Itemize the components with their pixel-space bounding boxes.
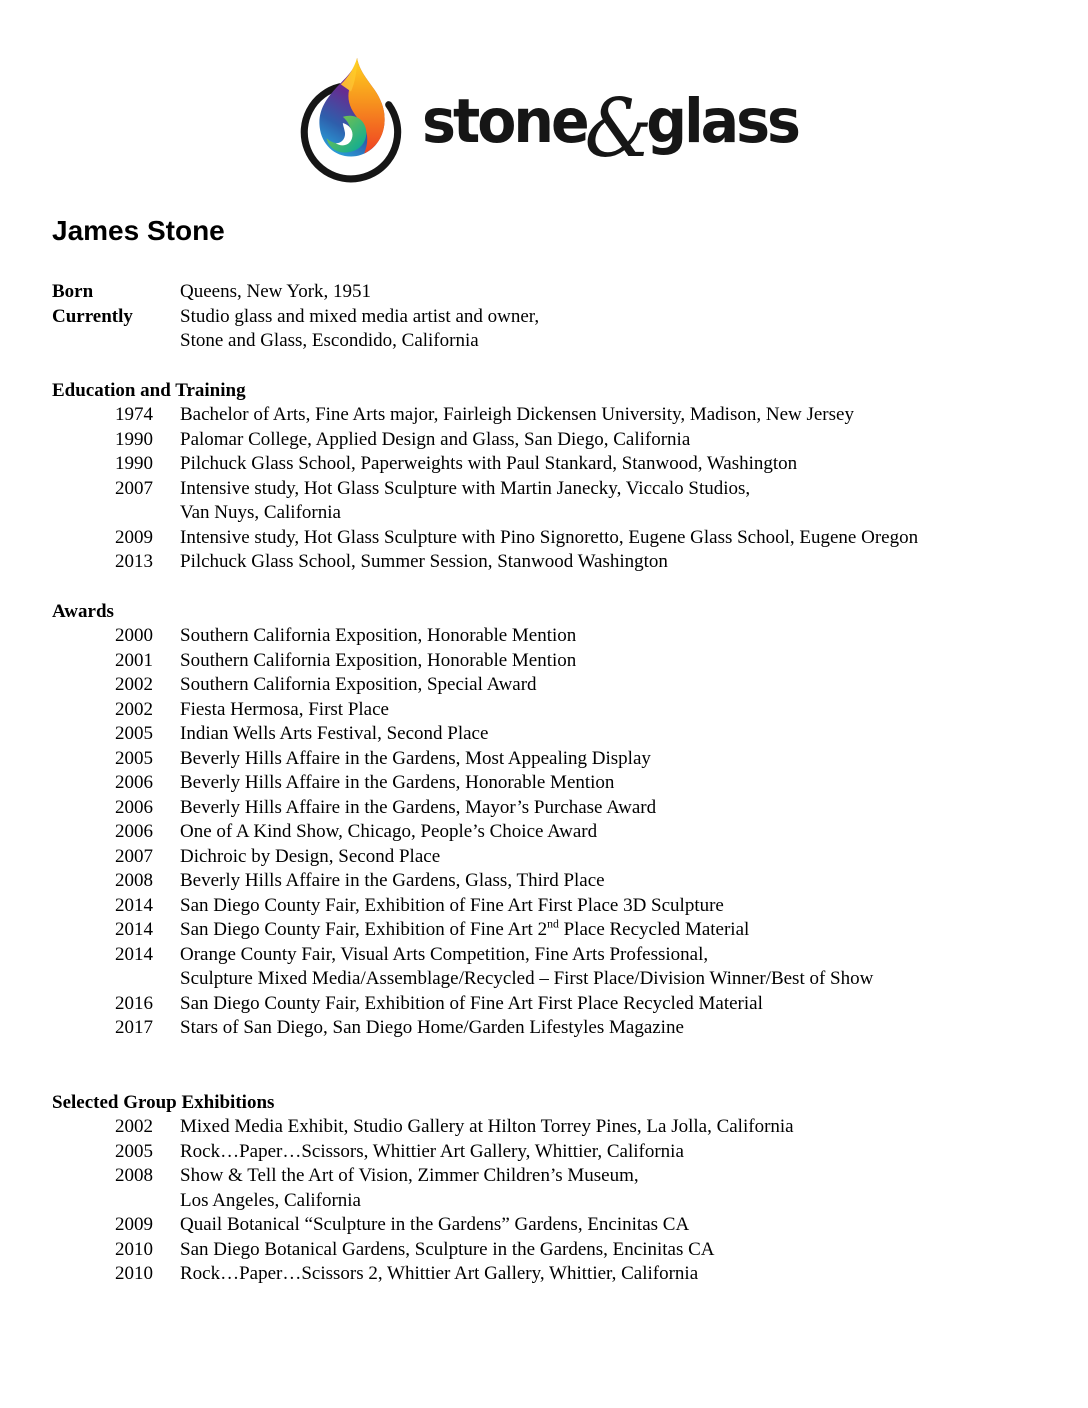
entry-text: Intensive study, Hot Glass Sculpture with Martin Janecky, Viccalo Studios, [180, 477, 751, 499]
entry-text [180, 918, 1048, 943]
entry-text: Rock…Paper…Scissors, Whittier Art Gallery, Whittier, California [180, 1140, 684, 1162]
entry-text: One of A Kind Show, Chicago, People’s Choice Award [180, 821, 598, 842]
section [52, 379, 1048, 575]
entry-text: Beverly Hills Affaire in the Gardens, Honorable Mention [180, 772, 615, 793]
text-segment: Place Recycled Material [558, 919, 750, 940]
entry-text: Stars of San Diego, San Diego Home/Garden Lifestyles Magazine [180, 1017, 684, 1038]
entry-year: 2014 [115, 919, 153, 940]
entry-row [52, 894, 1048, 919]
entry-row [52, 477, 1048, 502]
entry-text: Palomar College, Applied Design and Glass, San Diego, California [180, 428, 691, 450]
logo [0, 0, 1088, 190]
profile-label: Born [52, 281, 94, 302]
brand-first: stone [422, 87, 587, 158]
entry-year: 2000 [115, 625, 153, 646]
entry-text: Fiesta Hermosa, First Place [180, 698, 389, 720]
section [52, 600, 1048, 1041]
entry-year: 2006 [115, 821, 153, 842]
entry-text: San Diego Botanical Gardens, Sculpture in the Gardens, Encinitas CA [180, 1238, 715, 1260]
resume-content [0, 216, 1088, 1287]
entry-text: Mixed Media Exhibit, Studio Gallery at Hilton Torrey Pines, La Jolla, California [180, 1116, 794, 1137]
entry-text: San Diego County Fair, Exhibition of Fine Art First Place 3D Sculpture [180, 894, 724, 916]
entry-year: 2005 [115, 723, 153, 744]
entry-text: San Diego County Fair, Exhibition of Fine Art First Place Recycled Material [180, 992, 763, 1014]
entry-row [52, 918, 1048, 943]
entry-year: 1974 [115, 404, 153, 425]
entry-year: 1990 [115, 428, 153, 450]
entry-row [52, 845, 1048, 870]
entry-text: Beverly Hills Affaire in the Gardens, Glass, Third Place [180, 870, 605, 891]
entry-row [52, 452, 1048, 477]
entry-text: Beverly Hills Affaire in the Gardens, Most Appealing Display [180, 747, 651, 769]
section [52, 1091, 1048, 1287]
entry-year: 2007 [115, 477, 153, 499]
entry-row [52, 869, 1048, 894]
entry-year: 2002 [115, 1116, 153, 1137]
entry-text: Beverly Hills Affaire in the Gardens, Mayor’s Purchase Award [180, 796, 657, 818]
page-title: James Stone [52, 215, 225, 246]
entry-year: 2016 [115, 992, 153, 1014]
entry-year: 2002 [115, 674, 153, 695]
entry-row [52, 1115, 1048, 1140]
entry-year: 2008 [115, 870, 153, 891]
brand-second: glass [646, 87, 798, 158]
entry-year [115, 1189, 180, 1214]
entry-row [52, 967, 1048, 992]
entry-row [52, 1189, 1048, 1214]
entry-row [52, 649, 1048, 674]
entry-row [52, 698, 1048, 723]
entry-text: Orange County Fair, Visual Arts Competition, Fine Arts Professional, [180, 943, 709, 965]
profile-row-currently [52, 305, 1048, 330]
entry-row [52, 403, 1048, 428]
entry-year [115, 501, 180, 526]
entry-row [52, 1164, 1048, 1189]
profile-value: Stone and Glass, Escondido, California [180, 330, 479, 351]
entry-row [52, 1213, 1048, 1238]
entry-row [52, 526, 1048, 551]
entry-year: 2017 [115, 1017, 153, 1038]
entry-year: 1990 [115, 453, 153, 474]
entry-row [52, 992, 1048, 1017]
entry-row [52, 673, 1048, 698]
entry-row [52, 796, 1048, 821]
entry-text: Pilchuck Glass School, Paperweights with Paul Stankard, Stanwood, Washington [180, 453, 798, 474]
entry-year: 2013 [115, 551, 153, 572]
profile-row-born [52, 280, 1048, 305]
entry-row [52, 501, 1048, 526]
entry-year: 2006 [115, 796, 153, 818]
entry-text: Rock…Paper…Scissors 2, Whittier Art Gallery, Whittier, California [180, 1263, 699, 1284]
entry-year: 2010 [115, 1263, 153, 1284]
profile-value: Studio glass and mixed media artist and owner, [180, 305, 540, 327]
entry-text: Southern California Exposition, Honorable Mention [180, 625, 577, 646]
entry-text: Quail Botanical “Sculpture in the Gardens” Gardens, Encinitas CA [180, 1214, 690, 1235]
entry-row [52, 1016, 1048, 1041]
entry-text: Pilchuck Glass School, Summer Session, Stanwood Washington [180, 551, 668, 572]
entry-year: 2014 [115, 943, 153, 965]
entry-year: 2006 [115, 772, 153, 793]
profile-value: Queens, New York, 1951 [180, 281, 372, 302]
entry-text: Dichroic by Design, Second Place [180, 845, 441, 867]
entry-row [52, 624, 1048, 649]
entry-text: Southern California Exposition, Special Award [180, 674, 537, 695]
entry-row [52, 1238, 1048, 1263]
entry-row [52, 722, 1048, 747]
entry-text: Van Nuys, California [180, 502, 341, 523]
entry-text: Southern California Exposition, Honorable Mention [180, 649, 577, 671]
text-segment: San Diego County Fair, Exhibition of Fine Art 2 [180, 919, 548, 940]
entry-year: 2009 [115, 1214, 153, 1235]
superscript-text: nd [547, 917, 559, 931]
entry-text: Show & Tell the Art of Vision, Zimmer Children’s Museum, [180, 1165, 639, 1186]
entry-text: Los Angeles, California [180, 1189, 361, 1211]
section-heading: Awards [52, 600, 114, 622]
entry-row [52, 550, 1048, 575]
entry-row [52, 1262, 1048, 1287]
profile-label: Currently [52, 305, 133, 327]
flame-in-circle-icon [290, 56, 416, 190]
entry-year: 2014 [115, 894, 153, 916]
entry-row [52, 428, 1048, 453]
entry-row [52, 943, 1048, 968]
entry-text: Intensive study, Hot Glass Sculpture with Pino Signoretto, Eugene Glass School, Eugene Oregon [180, 526, 919, 548]
entry-text: Sculpture Mixed Media/Assemblage/Recycled – First Place/Division Winner/Best of Show [180, 968, 874, 989]
brand-wordmark: stone & glass [422, 81, 798, 176]
entry-year: 2005 [115, 747, 153, 769]
entry-year: 2007 [115, 845, 153, 867]
profile-label-spacer [52, 329, 180, 354]
entry-year: 2001 [115, 649, 153, 671]
profile-block [52, 280, 1048, 354]
entry-year: 2010 [115, 1238, 153, 1260]
entry-year: 2002 [115, 698, 153, 720]
entry-row [52, 771, 1048, 796]
entry-text: Bachelor of Arts, Fine Arts major, Fairleigh Dickensen University, Madison, New Jersey [180, 404, 854, 425]
profile-row-currently-cont [52, 329, 1048, 354]
entry-row [52, 820, 1048, 845]
section-heading: Education and Training [52, 379, 246, 401]
entry-year: 2005 [115, 1140, 153, 1162]
entry-year [115, 967, 180, 992]
entry-row [52, 1140, 1048, 1165]
entry-year: 2008 [115, 1165, 153, 1186]
entry-row [52, 747, 1048, 772]
section-heading: Selected Group Exhibitions [52, 1091, 275, 1113]
entry-year: 2009 [115, 526, 153, 548]
entry-text: Indian Wells Arts Festival, Second Place [180, 723, 489, 744]
sections [52, 379, 1048, 1287]
